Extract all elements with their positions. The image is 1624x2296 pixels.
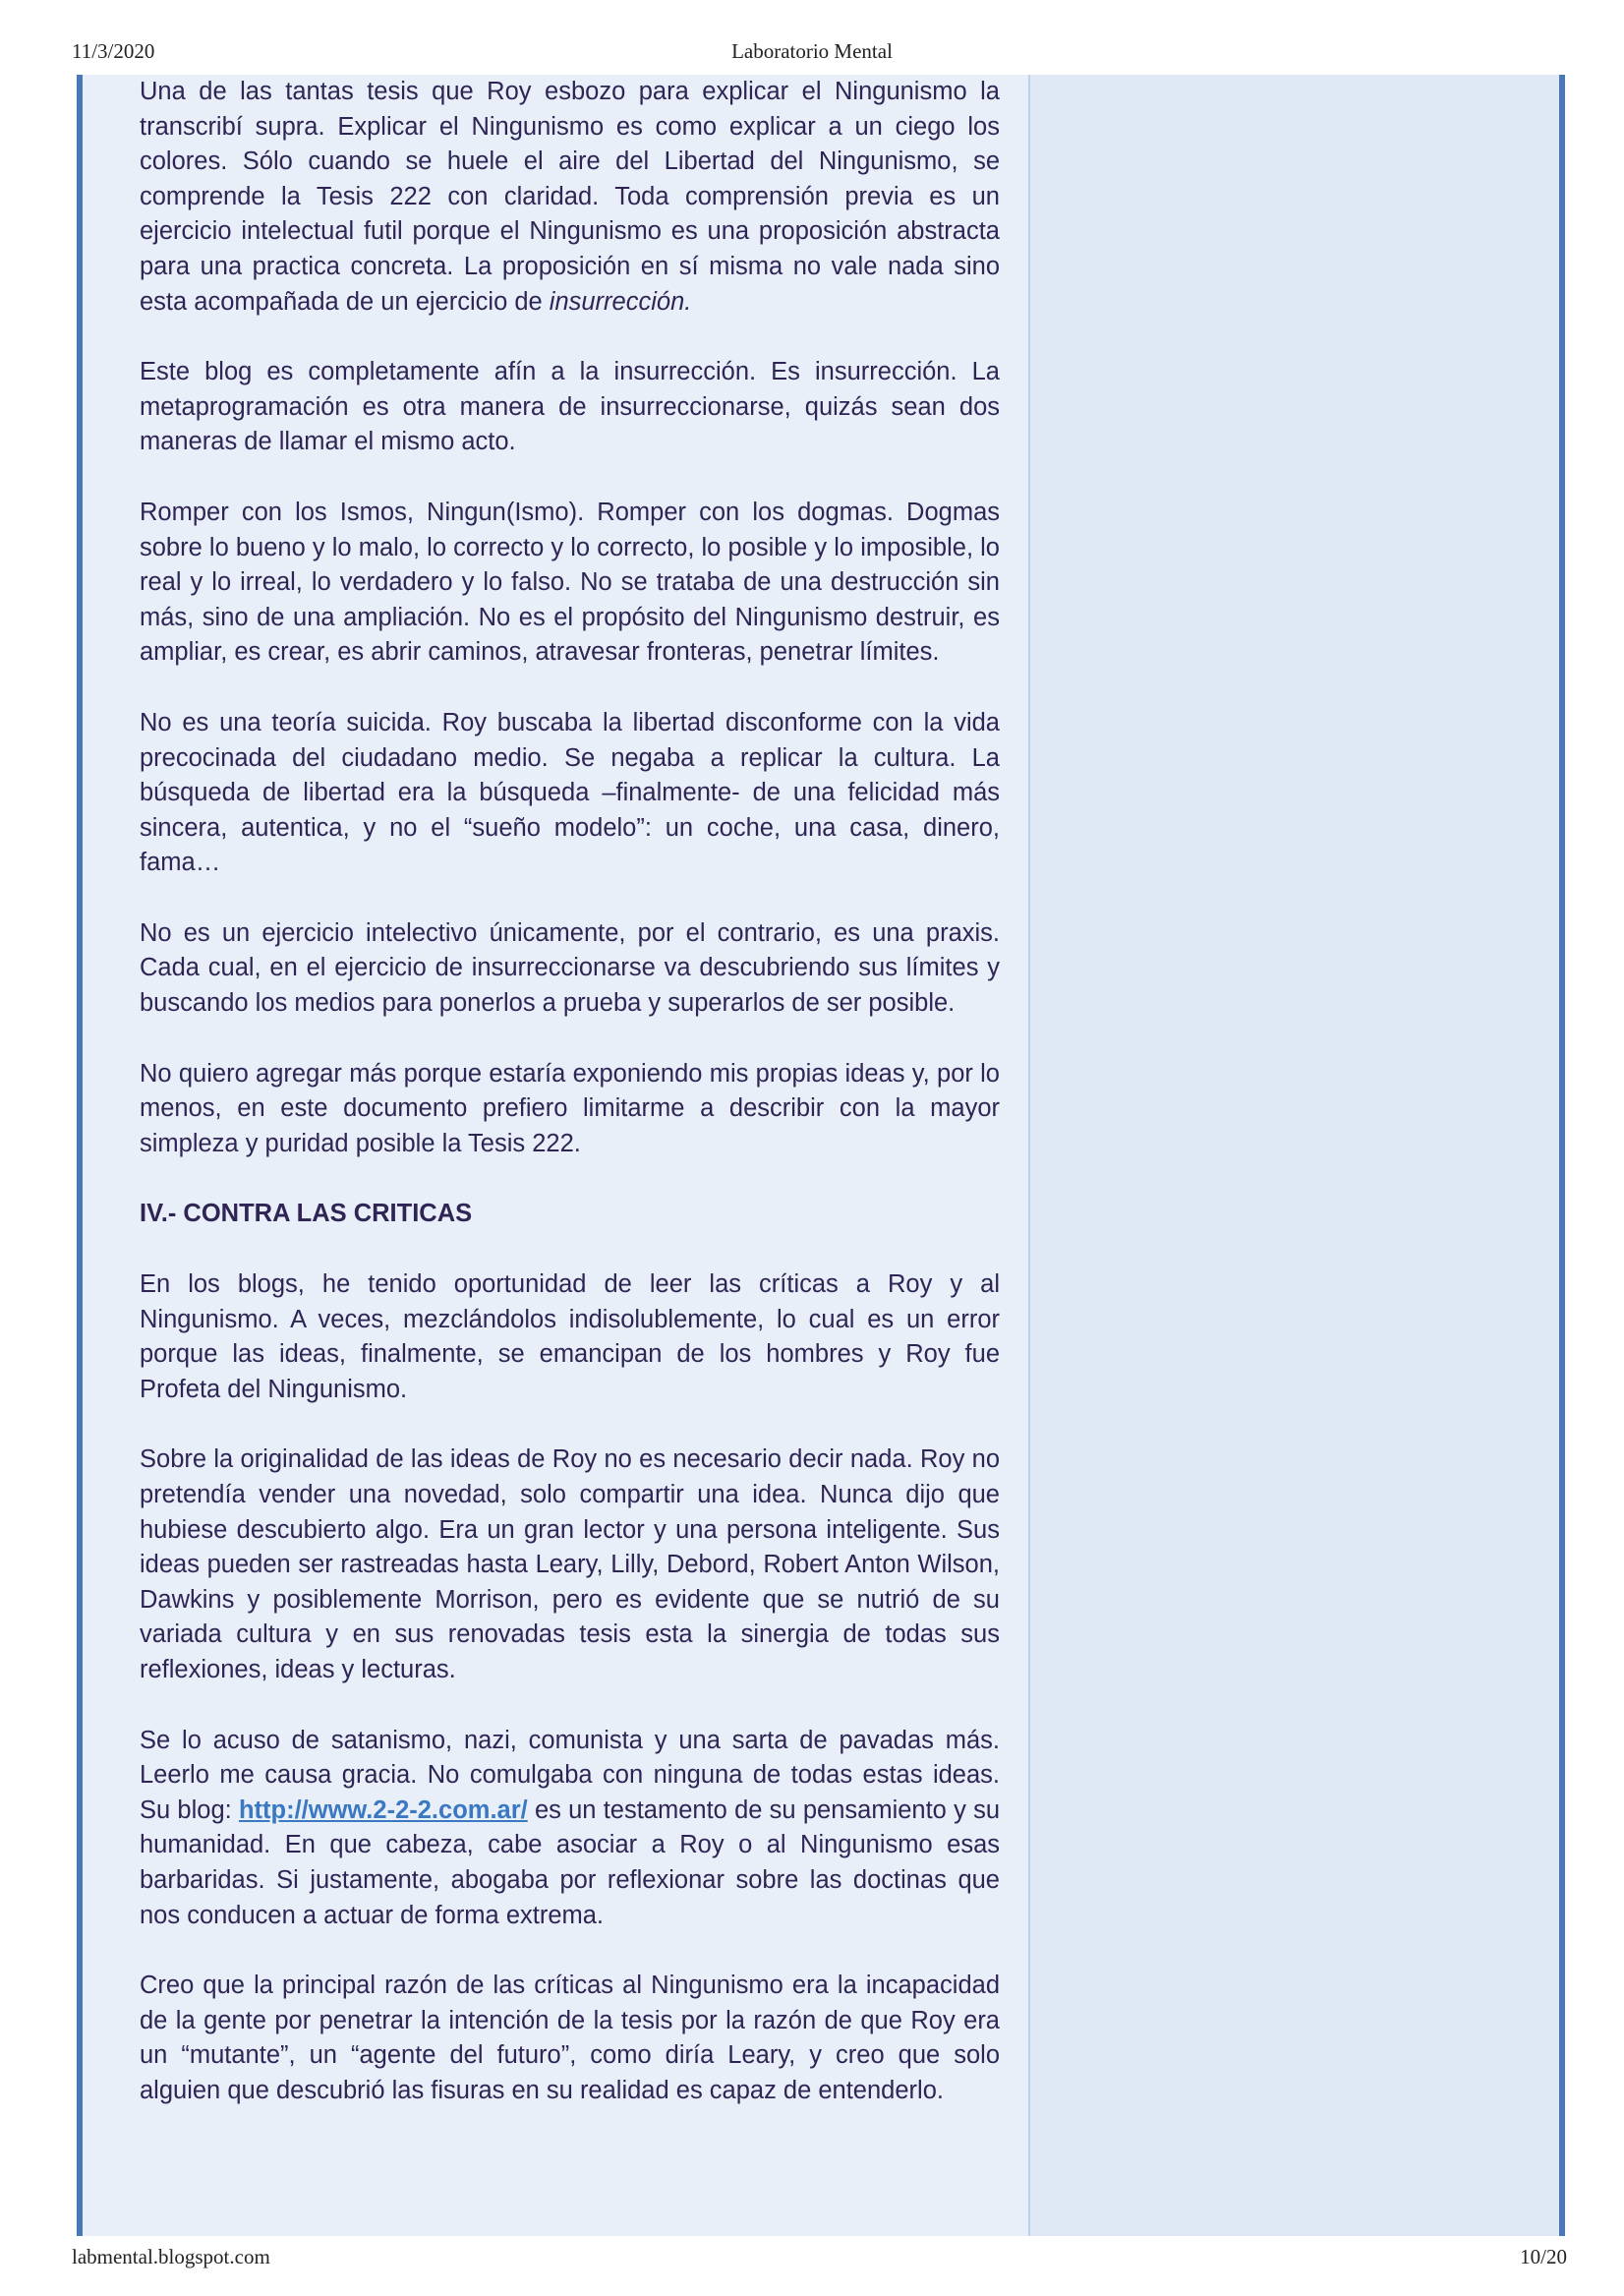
print-footer-url: labmental.blogspot.com [72, 2245, 270, 2268]
post-paragraph: No quiero agregar más porque estaría exponiendo mis propias ideas y, por lo menos, en este documento prefiero limitarme a describir con la mayor simpleza y puridad posible la Tesis 222. [140, 1059, 1000, 1157]
post-paragraph: No es un ejercicio intelectivo únicamente, por el contrario, es una praxis. Cada cual, en el ejercicio de insurreccionarse va descubriendo sus límites y buscando los medios para ponerlos a prueba y superarlos de ser posible. [140, 918, 1000, 1018]
post-paragraph [140, 75, 1000, 320]
blog-frame [77, 75, 1565, 2236]
post-paragraph: No es una teoría suicida. Roy buscaba la libertad disconforme con la vida precocinada del ciudadano medio. Se negaba a replicar la cultura. La búsqueda de libertad era la búsqueda –finalmente- de una felicidad más sincera, autentica, y no el “sueño modelo”: un coche, una casa, dinero, fama… [140, 708, 1000, 877]
post-body [140, 75, 1000, 2109]
post-paragraph: Romper con los Ismos, Ningun(Ismo). Romper con los dogmas. Dogmas sobre lo bueno y lo malo, lo correcto y lo correcto, lo posible y lo imposible, lo real y lo irreal, lo verdadero y lo falso. No se trataba de una destrucción sin más, sino de una ampliación. No es el propósito del Ningunismo destruir, es ampliar, es crear, es abrir caminos, atravesar fronteras, penetrar límites. [140, 498, 1000, 667]
post-paragraph [140, 1724, 1000, 1934]
print-header [0, 39, 1624, 79]
print-footer [0, 2245, 1624, 2284]
post-paragraph: Este blog es completamente afín a la insurrección. Es insurrección. La metaprogramación es otra manera de insurreccionarse, quizás sean dos maneras de llamar el mismo acto. [140, 358, 1000, 456]
paragraph-text: es un testamento de su pensamiento y su humanidad. En que cabeza, cabe asociar a Roy o al Ningunismo esas barbaridas. Si justamente, abogaba por reflexionar sobre las doctinas que nos conducen a actuar de forma extrema. [140, 1796, 1001, 1929]
section-heading: IV.- CONTRA LAS CRITICAS [140, 1200, 473, 1228]
post-paragraph: Creo que la principal razón de las críticas al Ningunismo era la incapacidad de la gente por penetrar la intención de la tesis por la razón de que Roy era un “mutante”, un “agente del futuro”, como diría Leary, y creo que solo alguien que descubrió las fisuras en su realidad es capaz de entenderlo. [140, 1972, 1000, 2104]
paragraph-text: Se lo acuso de satanismo, nazi, comunista y una sarta de pavadas más. Leerlo me causa gracia. No comulgaba con ninguna de todas estas ideas. Su blog: [140, 1726, 1000, 1824]
blog-link[interactable]: http://www.2-2-2.com.ar/ [238, 1796, 528, 1824]
post-paragraph: En los blogs, he tenido oportunidad de leer las críticas a Roy y al Ningunismo. A veces, mezclándolos indisolublemente, lo cual es un error porque las ideas, finalmente, se emancipan de los hombres y Roy fue Profeta del Ningunismo. [140, 1270, 1000, 1403]
paragraph-text: Una de las tantas tesis que Roy esbozo para explicar el Ningunismo la transcribí supra. Explicar el Ningunismo es como explicar a un ciego los colores. Sólo cuando se huele el aire del Libertad del Ningunismo, se comprende la Tesis 222 con claridad. Toda comprensión previa es un ejercicio intelectual futil porque el Ningunismo es una proposición abstracta para una practica concreta. La proposición en sí misma no vale nada sino esta acompañada de un ejercicio de [140, 78, 1000, 316]
main-column [83, 75, 1030, 2236]
print-page-title: Laboratorio Mental [731, 39, 893, 63]
sidebar-column [1030, 75, 1559, 2236]
print-page-number: 10/20 [1520, 2245, 1567, 2268]
print-date: 11/3/2020 [72, 39, 155, 63]
post-paragraph: Sobre la originalidad de las ideas de Roy no es necesario decir nada. Roy no pretendía vender una novedad, solo compartir una idea. Nunca dijo que hubiese descubierto algo. Era un gran lector y una persona inteligente. Sus ideas pueden ser rastreadas hasta Leary, Lilly, Debord, Robert Anton Wilson, Dawkins y posiblemente Morrison, pero es evidente que se nutrió de su variada cultura y en sus renovadas tesis esta la sinergia de todas sus reflexiones, ideas y lecturas. [140, 1445, 1000, 1683]
emphasis-text: insurrección. [549, 287, 692, 316]
